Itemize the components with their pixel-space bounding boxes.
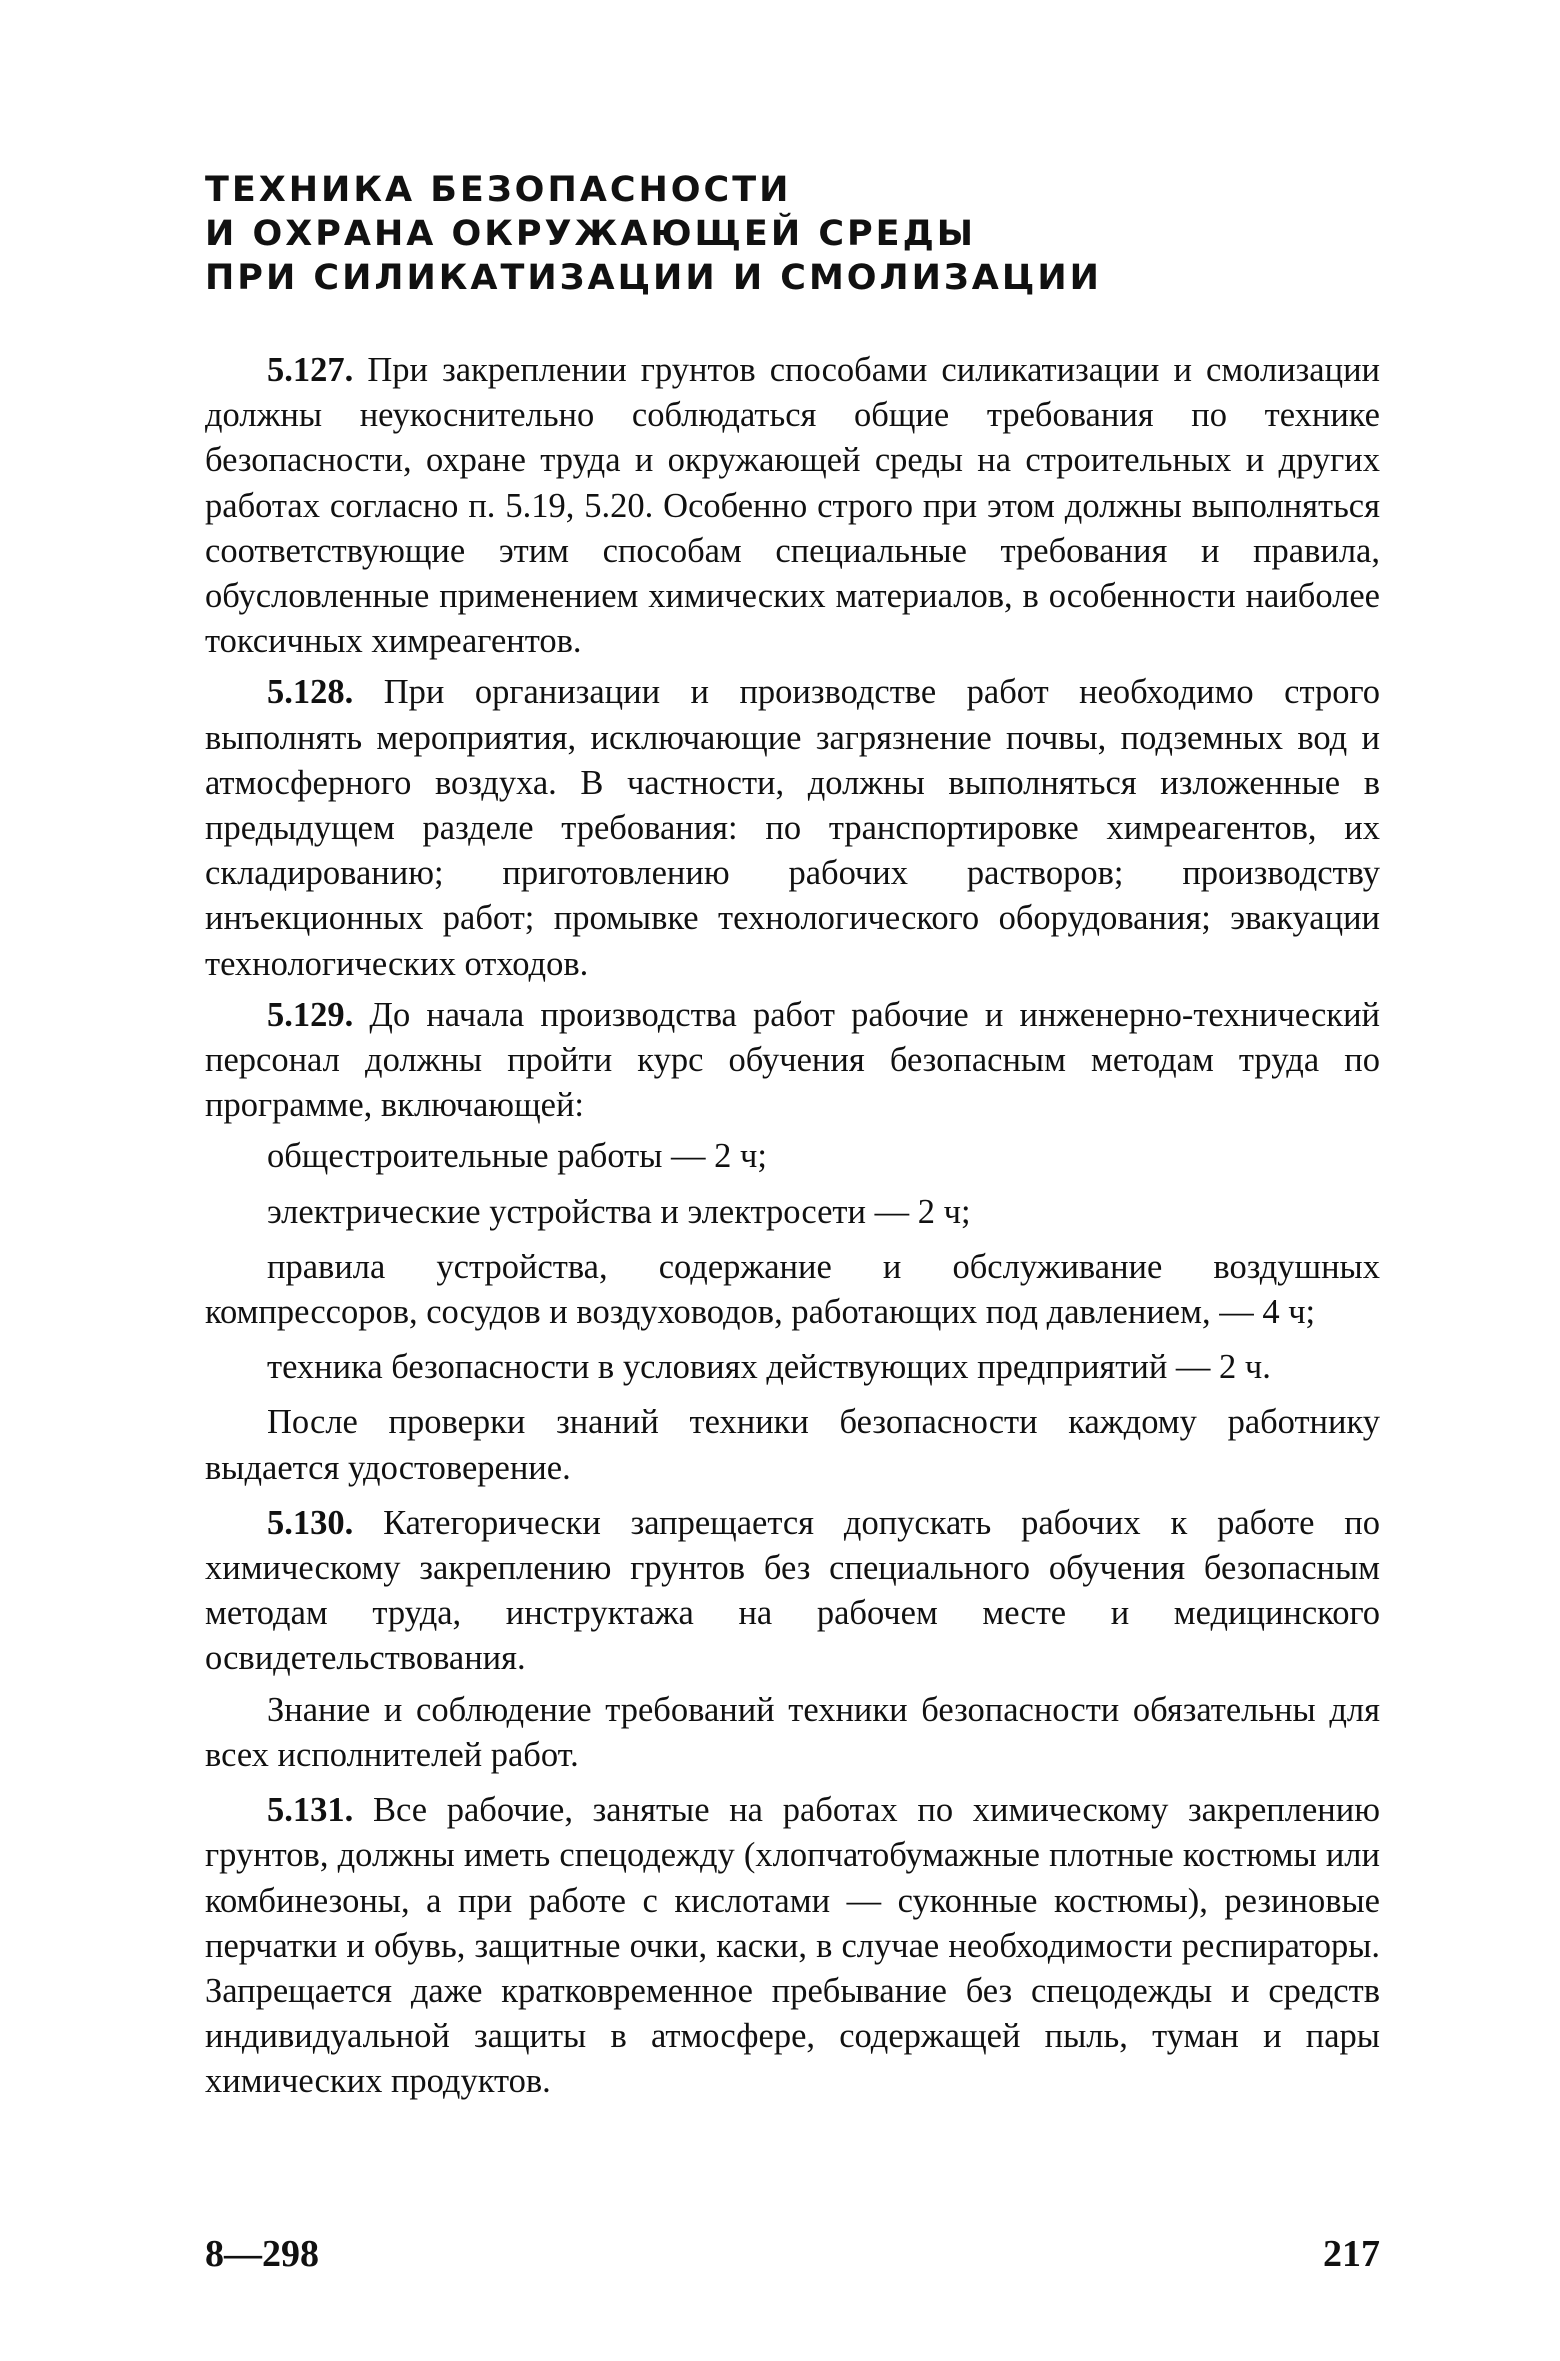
program-item: правила устройства, содержание и обслуживание воздушных компрессоров, сосудов и воздуховодов, работающих под давлением, — 4 ч; (205, 1247, 1380, 1332)
paragraph-5-129 (205, 993, 1380, 1129)
page-number: 217 (1323, 2233, 1380, 2275)
program-item: общестроительные работы — 2 ч; (267, 1137, 767, 1176)
paragraph-number: 5.128. (267, 673, 354, 712)
paragraph-number: 5.129. (267, 995, 354, 1034)
paragraph-text: Все рабочие, занятые на работах по химическому закреплению грунтов, должны иметь спецодежду (хлопчатобумажные плотные костюмы или комбинезоны, а при работе с кислотами — суконные костюмы), резиновые перчатки и обувь, защитные очки, каски, в случае необходимости респираторы. Запрещается даже кратковременное пребывание без спецодежды и средств индивидуальной защиты в атмосфере, содержащей пыль, туман и пары химических продуктов. (205, 1791, 1381, 2101)
paragraph-5-131 (205, 1788, 1380, 2104)
page-footer (205, 2232, 1380, 2276)
section-heading (205, 168, 1380, 300)
paragraph-5-130-note: Знание и соблюдение требований техники безопасности обязательны для всех исполнителей работ. (205, 1690, 1380, 1774)
paragraph-5-128 (205, 670, 1380, 986)
program-item: электрические устройства и электросети — 2 ч; (267, 1192, 971, 1231)
paragraph-text: Категорически запрещается допускать рабочих к работе по химическому закреплению грунтов без специального обучения безопасным методам труда, инструктажа на рабочем месте и медицинского освидетельствования. (205, 1503, 1380, 1678)
paragraph-text: При организации и производстве работ необходимо строго выполнять мероприятия, исключающие загрязнение почвы, подземных вод и атмосферного воздуха. В частности, должны выполняться изложенные в предыдущем разделе требования: по транспортировке химреагентов, их складированию; приготовлению рабочих растворов; производству инъекционных работ; промывке технологического оборудования; эвакуации технологических отходов. (205, 673, 1380, 983)
paragraph-number: 5.130. (267, 1503, 354, 1542)
program-item: техника безопасности в условиях действующих предприятий — 2 ч. (267, 1348, 1271, 1387)
heading-line-3: ПРИ СИЛИКАТИЗАЦИИ И СМОЛИЗАЦИИ (205, 258, 1102, 298)
heading-line-2: И ОХРАНА ОКРУЖАЮЩЕЙ СРЕДЫ (205, 214, 977, 254)
paragraph-number: 5.131. (267, 1791, 354, 1830)
paragraph-5-127 (205, 348, 1380, 664)
paragraph-5-130 (205, 1501, 1380, 1682)
heading-line-1: ТЕХНИКА БЕЗОПАСНОСТИ (205, 170, 792, 210)
paragraph-number: 5.127. (267, 351, 354, 389)
printer-signature: 8—298 (205, 2233, 319, 2275)
paragraph-text: До начала производства работ рабочие и инженерно-технический персонал должны пройти курс обучения безопасным методам труда по программе, включающей: (205, 995, 1380, 1125)
paragraph-text: При закреплении грунтов способами силикатизации и смолизации должны неукоснительно соблюдаться общие требования по технике безопасности, охране труда и окружающей среды на строительных и других работах согласно п. 5.19, 5.20. Особенно строго при этом должны выполняться соответствующие этим способам специальные требования и правила, обусловленные применением химических материалов, в особенности наиболее токсичных химреагентов. (205, 351, 1380, 661)
paragraph-5-129-note: После проверки знаний техники безопасности каждому работнику выдается удостоверение. (205, 1403, 1380, 1487)
page-content (205, 168, 1380, 2111)
